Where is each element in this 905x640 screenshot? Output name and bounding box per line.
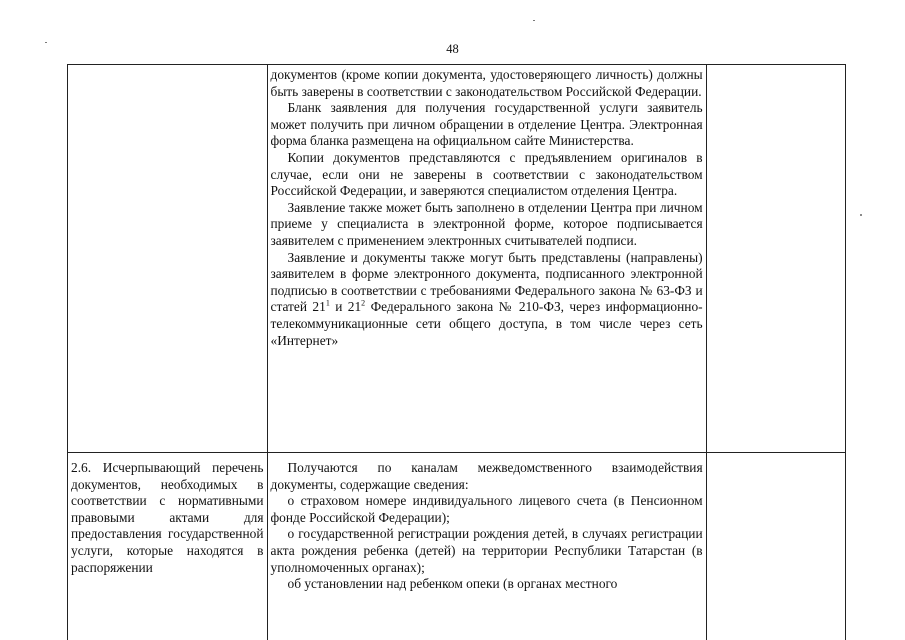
page-number: 48 <box>446 42 459 56</box>
paragraph-text: и 21 <box>329 299 362 315</box>
scan-speck <box>860 214 862 216</box>
table-cell-requirements <box>267 65 706 453</box>
paragraph: документов (кроме копии документа, удостоверяющего личность) должны быть заверены в соответствии с законодательством Российской Федерации. <box>270 67 703 99</box>
paragraph: Бланк заявления для получения государственной услуги заявитель может получить при личном обращении в отделение Центра. Электронная форма бланка размещена на официальном сайте Министерства. <box>270 100 703 149</box>
section-title: 2.6. Исчерпывающий перечень документов, необходимых в соответствии с нормативными правовыми актами для предоставления государственной услуги, которые находятся в распоряжении <box>71 460 264 575</box>
paragraph: о страховом номере индивидуального лицевого счета (в Пенсионном фонде Российской Федерации); <box>270 493 703 525</box>
table-cell-empty <box>706 65 845 453</box>
paragraph: о государственной регистрации рождения детей, в случаях регистрации акта рождения ребенка (детей) на территории Республики Татарстан (в уполномоченных органах); <box>270 526 703 575</box>
table-row <box>68 65 846 453</box>
paragraph-text: Федерального закона № 210-ФЗ, через информационно-телекоммуникационные сети общего доступа, в том числе через сеть «Интернет» <box>270 299 703 348</box>
scan-speck <box>533 20 535 21</box>
table-cell-empty <box>68 65 268 453</box>
table-cell-section-title <box>68 453 268 640</box>
superscript: 1 <box>325 298 330 308</box>
paragraph: об установлении над ребенком опеки (в органах местного <box>287 576 618 592</box>
superscript: 2 <box>361 298 366 308</box>
scan-speck <box>45 42 47 43</box>
paragraph: Копии документов представляются с предъявлением оригиналов в случае, если они не заверены в соответствии с законодательством Российской Федерации, и заверяются специалистом отделения Центра. <box>270 149 703 199</box>
paragraph: Заявление также может быть заполнено в отделении Центра при личном приеме у специалиста в электронной форме, которое подписывается заявителем с применением электронных считывателей подписи. <box>270 199 703 248</box>
regulation-table <box>67 64 846 640</box>
table-row <box>68 453 846 640</box>
paragraph: Получаются по каналам межведомственного взаимодействия документы, содержащие сведения: <box>270 460 703 492</box>
paragraph-text: Заявление и документы также могут быть представлены (направлены) заявителем в форме электронного документа, подписанного электронной подписью в соответствии с требованиями Федерального закона № 63-ФЗ и статей 21 <box>270 249 703 315</box>
cell-text-block <box>268 453 706 593</box>
table-cell-empty <box>706 453 845 640</box>
table-cell-documents <box>267 453 706 640</box>
paragraph-electronic-submission <box>271 250 703 350</box>
cell-text-block <box>268 65 706 349</box>
